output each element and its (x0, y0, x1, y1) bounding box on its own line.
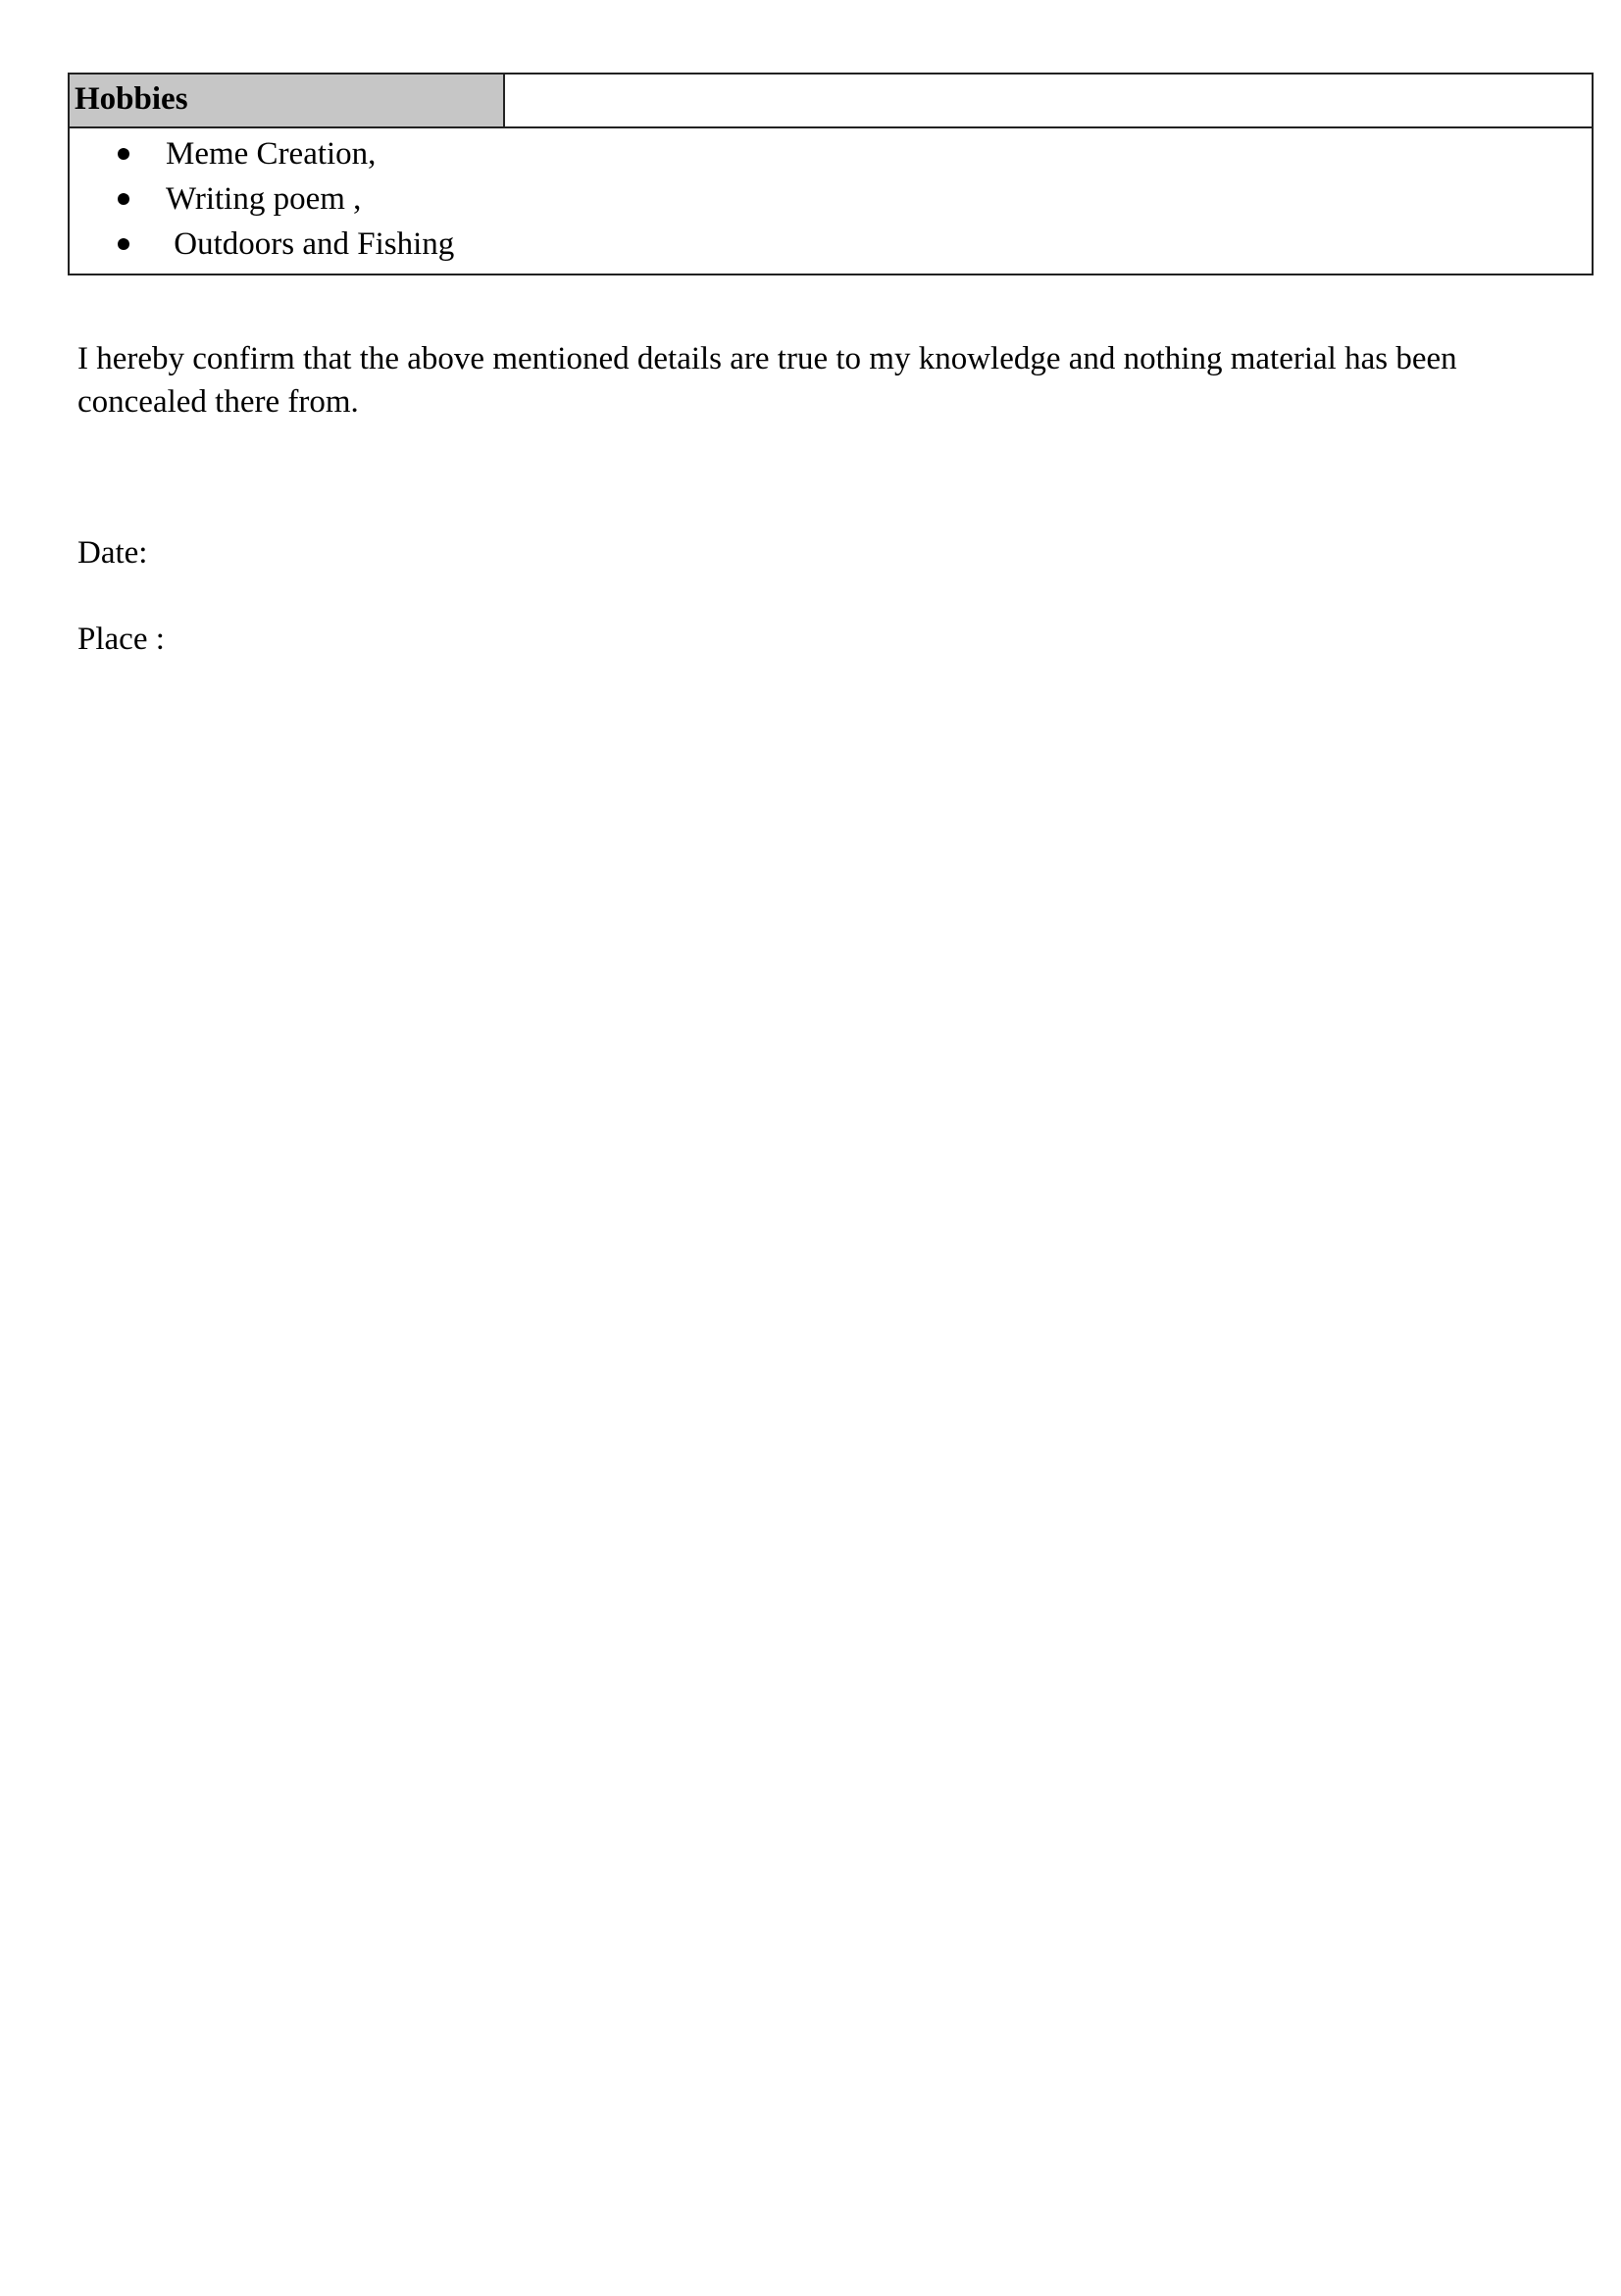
hobbies-header-row (70, 75, 1592, 128)
bullet-icon (118, 148, 129, 160)
date-label: Date: (77, 535, 148, 571)
hobby-text: Writing poem , (166, 180, 362, 217)
hobby-text: Outdoors and Fishing (166, 225, 455, 262)
declaration-text: I hereby confirm that the above mentioned details are true to my knowledge and nothing material has been concealed there from. (77, 341, 1457, 420)
header-empty-cell (505, 75, 1592, 126)
hobby-list (70, 131, 1592, 267)
place-label: Place : (77, 622, 165, 657)
hobby-item (70, 176, 1592, 222)
hobbies-table (68, 73, 1594, 275)
hobby-item (70, 131, 1592, 176)
hobbies-heading: Hobbies (70, 75, 505, 126)
hobby-item (70, 222, 1592, 267)
bullet-icon (118, 238, 129, 250)
bullet-icon (118, 193, 129, 205)
hobby-text: Meme Creation, (166, 135, 377, 172)
hobbies-body (70, 128, 1592, 274)
